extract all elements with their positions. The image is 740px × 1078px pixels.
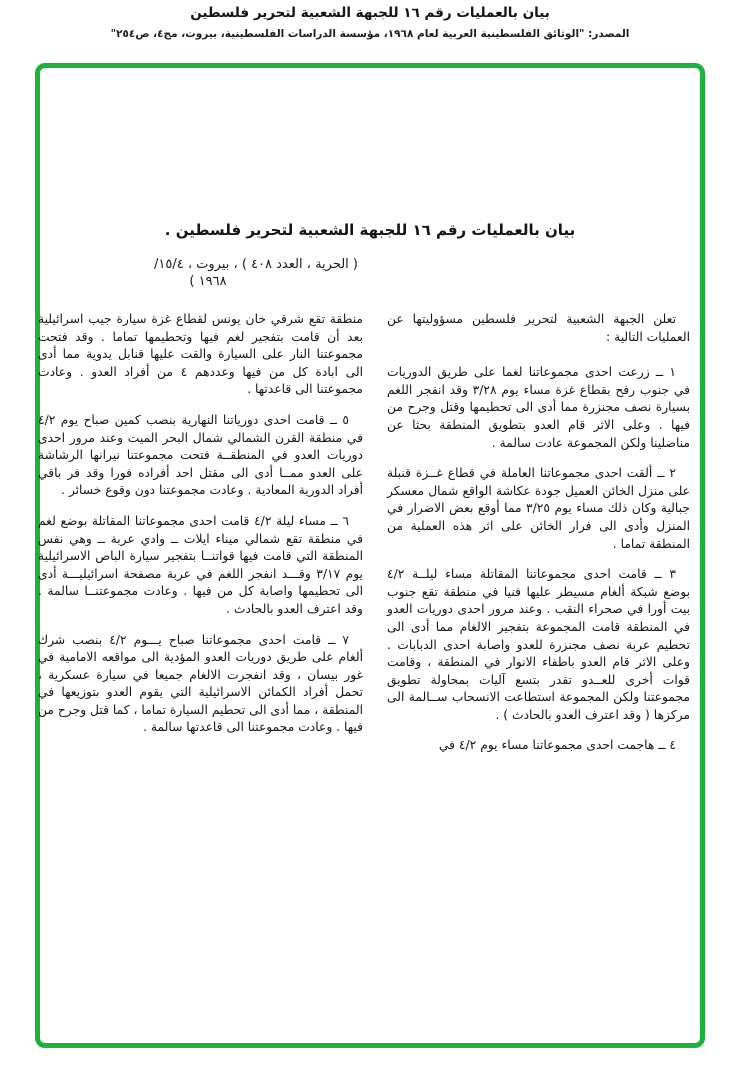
operation-4-paragraph-continuation: منطقة تقع شرقي خان يونس لقطاع غزة سيارة جيب اسرائيلية بعد أن قامت بتفجير لغم فيها وتحطيمها تماما . وقد فتحت مجموعتنا النار على السيارة والقت عليها قنابل يدوية مما أدى الى ابادة كل من فيها وعددهم ٤ من أفراد العدو . وعادت مجموعتنا الى قاعدتها .: [38, 312, 363, 397]
operation-3-paragraph: ٣ ــ قامت احدى مجموعاتنا المقاتلة مساء ليلــة ٤/٢ بوضع شبكة ألغام مسيطر عليها فنيا في منطقة تقع جنوب بيت أورا في صحراء النقب . وعند مرور احدى دوريات العدو في المنطقة قامت المجموعة بتفجير الالغام مما أدى الى تحطيم عربة نصف مجنزرة للعدو واصابة احدى الدبابات . وعلى الاثر قام العدو باطفاء الانوار في المنطقة ، وقامت قوات أخرى للعــدو تقدر بتسع آليات بمحاولة تطويق مجموعتنا ولكن المجموعة استطاعت الانسحاب ســالمة الى مركزها ( وقد اعترف العدو بالحادث ) .: [387, 567, 690, 722]
operation-2-paragraph: ٢ ــ ألقت احدى مجموعاتنا العاملة في قطاع غــزة قنبلة على منزل الخائن العميل جودة عكاشة الواقع شمال معسكر جبالية وكان ذلك مساء يوم ٣/٢٥ مما أوقع بعض الاضرار في المنزل وأدى الى فرار الخائن على اثر هذه العملية من المنطقة تماما .: [387, 466, 690, 551]
column-right: [387, 311, 690, 768]
operation-6-paragraph: ٦ ــ مساء ليلة ٤/٢ قامت احدى مجموعاتنا المقاتلة بوضع لغم في منطقة تقع شمالي ميناء ايلات ــ وادي عربة ــ وهي نفس المنطقة التي قامت فيها قواتنــا بتفجير سيارة الباص الاسرائيلية يوم ٣/١٧ وقـــد انفجر اللغم في عربة مصفحة اسرائيليـــة أدى الى تحطيمها واصابة كل من فيها . وعادت مجموعتنــا سالمة . وقد اعترف العدو بالحادث .: [38, 513, 363, 616]
operation-4-paragraph-start: ٤ ــ هاجمت احدى مجموعاتنا مساء يوم ٤/٢ في: [438, 738, 676, 753]
page-header-source: المصدر: "الوثائق الفلسطينية العربية لعام ١٩٦٨، مؤسسة الدراسات الفلسطينية، بيروت، مج٤، ص٢٥٤": [110, 28, 630, 40]
citation-line-1: ( الحرية ، العدد ٤٠٨ ) ، بيروت ، ١٥/٤/: [153, 257, 358, 272]
citation-block: [58, 256, 358, 290]
page-header-title: بيان بالعمليات رقم ١٦ للجبهة الشعبية لتحرير فلسطين: [190, 5, 550, 21]
citation-line-2: ١٩٦٨ ): [189, 274, 227, 289]
operation-1-paragraph: ١ ــ زرعت احدى مجموعاتنا لغما على طريق الدوريات في جنوب رفح بقطاع غزة مساء يوم ٣/٢٨ وقد انفجر اللغم بسيارة نصف مجنزرة مما أدى الى تحطيمها وقتل وجرح من فيها . وعلى الاثر قام العدو بتطويق المنطقة بحثا عن مناضلينا ولكن المجموعة عادت سالمة .: [387, 365, 690, 450]
document-border-frame: [35, 63, 705, 1048]
body-columns: [38, 311, 690, 768]
operation-5-paragraph: ٥ ــ قامت احدى دورياتنا النهارية بنصب كمين صباح يوم ٤/٢ في منطقة القرن الشمالي شمال البحر الميت وعند مرور احدى دوريات العدو في المنطقــة فتحت مجموعتنا نيرانها الرشاشة على العدو ممــا أدى الى مقتل احد أفراده فورا وقد فر باقي أفراد الدورية المعادية . وعادت مجموعتنا دون وقوع خسائر .: [38, 412, 363, 498]
operation-7-paragraph: ٧ ــ قامت احدى مجموعاتنا صباح يـــوم ٤/٢ بنصب شرك ألغام على طريق دوريات العدو المؤدية الى مواقعه الامامية في غور بيسان ، وقد انفجرت الالغام جميعا في سيارة عسكرية ، تحمل أفراد الكمائن الاسرائيلية التي يقوم العدو بتوزيعها في المنطقة ، مما أدى الى تحطيم السيارة تماما ، كما قتل وجرح من فيها . وعادت مجموعتنا الى قاعدتها سالمة .: [38, 632, 363, 735]
document-title: بيان بالعمليات رقم ١٦ للجبهة الشعبية لتحرير فلسطين .: [164, 221, 576, 239]
column-left: [38, 311, 363, 768]
intro-paragraph: تعلن الجبهة الشعبية لتحرير فلسطين مسؤوليتها عن العمليات التالية :: [387, 312, 690, 344]
